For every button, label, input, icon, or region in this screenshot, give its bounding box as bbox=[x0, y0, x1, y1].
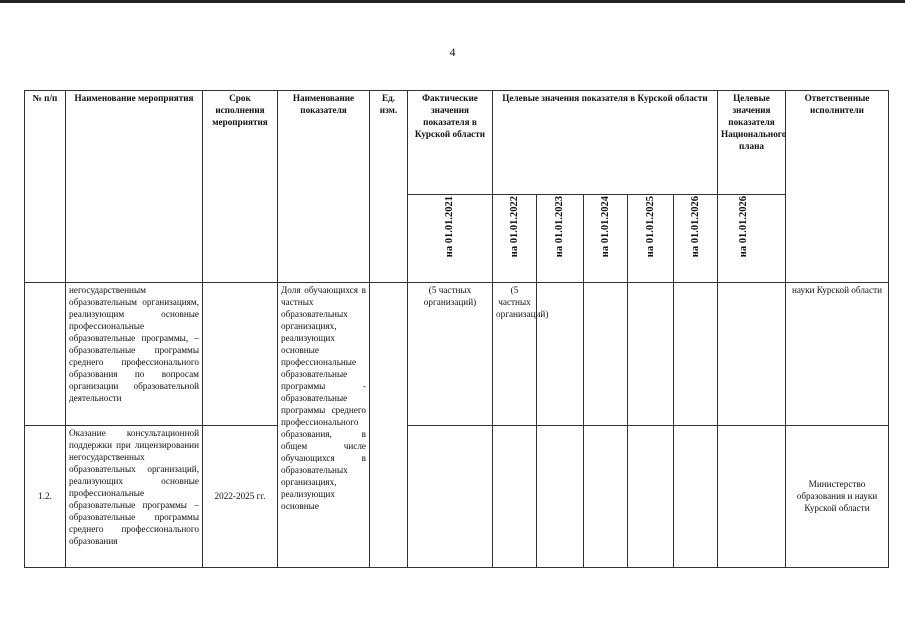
table-row bbox=[25, 283, 889, 425]
header-deadline: Срок исполнения мероприятия bbox=[203, 91, 278, 283]
date-target-2024: на 01.01.2024 bbox=[584, 195, 628, 283]
national-target-value bbox=[718, 283, 786, 425]
target-value-2022: (5 частных организаций) bbox=[493, 283, 537, 425]
header-target-regional: Целевые значения показателя в Курской области bbox=[493, 91, 718, 195]
target-value-2025 bbox=[628, 283, 674, 425]
header-responsible: Ответственные исполнители bbox=[786, 91, 889, 283]
date-target-2025: на 01.01.2025 bbox=[628, 195, 674, 283]
indicator-name: Доля обучающихся в частных образовательных организациях, реализующих основные профессиональные образовательные программы - образовательные программы среднего профессионального образования, в общем числе обучающихся в образовательных организациях, реализующих основные bbox=[278, 283, 370, 568]
row-deadline: 2022-2025 гг. bbox=[203, 425, 278, 567]
date-actual-2021: на 01.01.2021 bbox=[408, 195, 493, 283]
header-indicator: Наименование показателя bbox=[278, 91, 370, 283]
target-value-2026 bbox=[674, 283, 718, 425]
header-target-national: Целевые значения показателя Национального плана bbox=[718, 91, 786, 195]
measures-table bbox=[24, 90, 889, 568]
row-activity: Оказание консультационной поддержки при лицензировании негосударственных образовательных организаций, реализующих основные профессиональные образовательные программы – образовательные программы среднего профессионального образования bbox=[66, 425, 203, 567]
target-value-2024 bbox=[584, 425, 628, 567]
row-activity: негосударственным образовательным организациям, реализующим основные профессиональные образовательные программы, – образовательные программы среднего профессионального образования по вопросам организации образовательной деятельности bbox=[66, 283, 203, 425]
date-national-2026: на 01.01.2026 bbox=[718, 195, 786, 283]
header-actual-values: Фактические значения показателя в Курской области bbox=[408, 91, 493, 195]
header-number: № п/п bbox=[25, 91, 66, 283]
row-deadline bbox=[203, 283, 278, 425]
national-target-value bbox=[718, 425, 786, 567]
target-value-2026 bbox=[674, 425, 718, 567]
target-value-2023 bbox=[537, 425, 584, 567]
scan-top-edge bbox=[0, 0, 905, 3]
target-value-2022 bbox=[493, 425, 537, 567]
date-target-2022: на 01.01.2022 bbox=[493, 195, 537, 283]
row-number bbox=[25, 283, 66, 425]
target-value-2024 bbox=[584, 283, 628, 425]
row-number: 1.2. bbox=[25, 425, 66, 567]
header-unit: Ед. изм. bbox=[370, 91, 408, 283]
actual-value-2021 bbox=[408, 425, 493, 567]
date-target-2023: на 01.01.2023 bbox=[537, 195, 584, 283]
header-activity: Наименование мероприятия bbox=[66, 91, 203, 283]
target-value-2025 bbox=[628, 425, 674, 567]
actual-value-2021: (5 частных организаций) bbox=[408, 283, 493, 425]
target-value-2023 bbox=[537, 283, 584, 425]
page-number: 4 bbox=[449, 45, 456, 59]
row-responsible: науки Курской области bbox=[786, 283, 889, 425]
row-responsible: Министерство образования и науки Курской области bbox=[786, 425, 889, 567]
table-row bbox=[25, 425, 889, 567]
date-target-2026: на 01.01.2026 bbox=[674, 195, 718, 283]
row-unit bbox=[370, 283, 408, 568]
